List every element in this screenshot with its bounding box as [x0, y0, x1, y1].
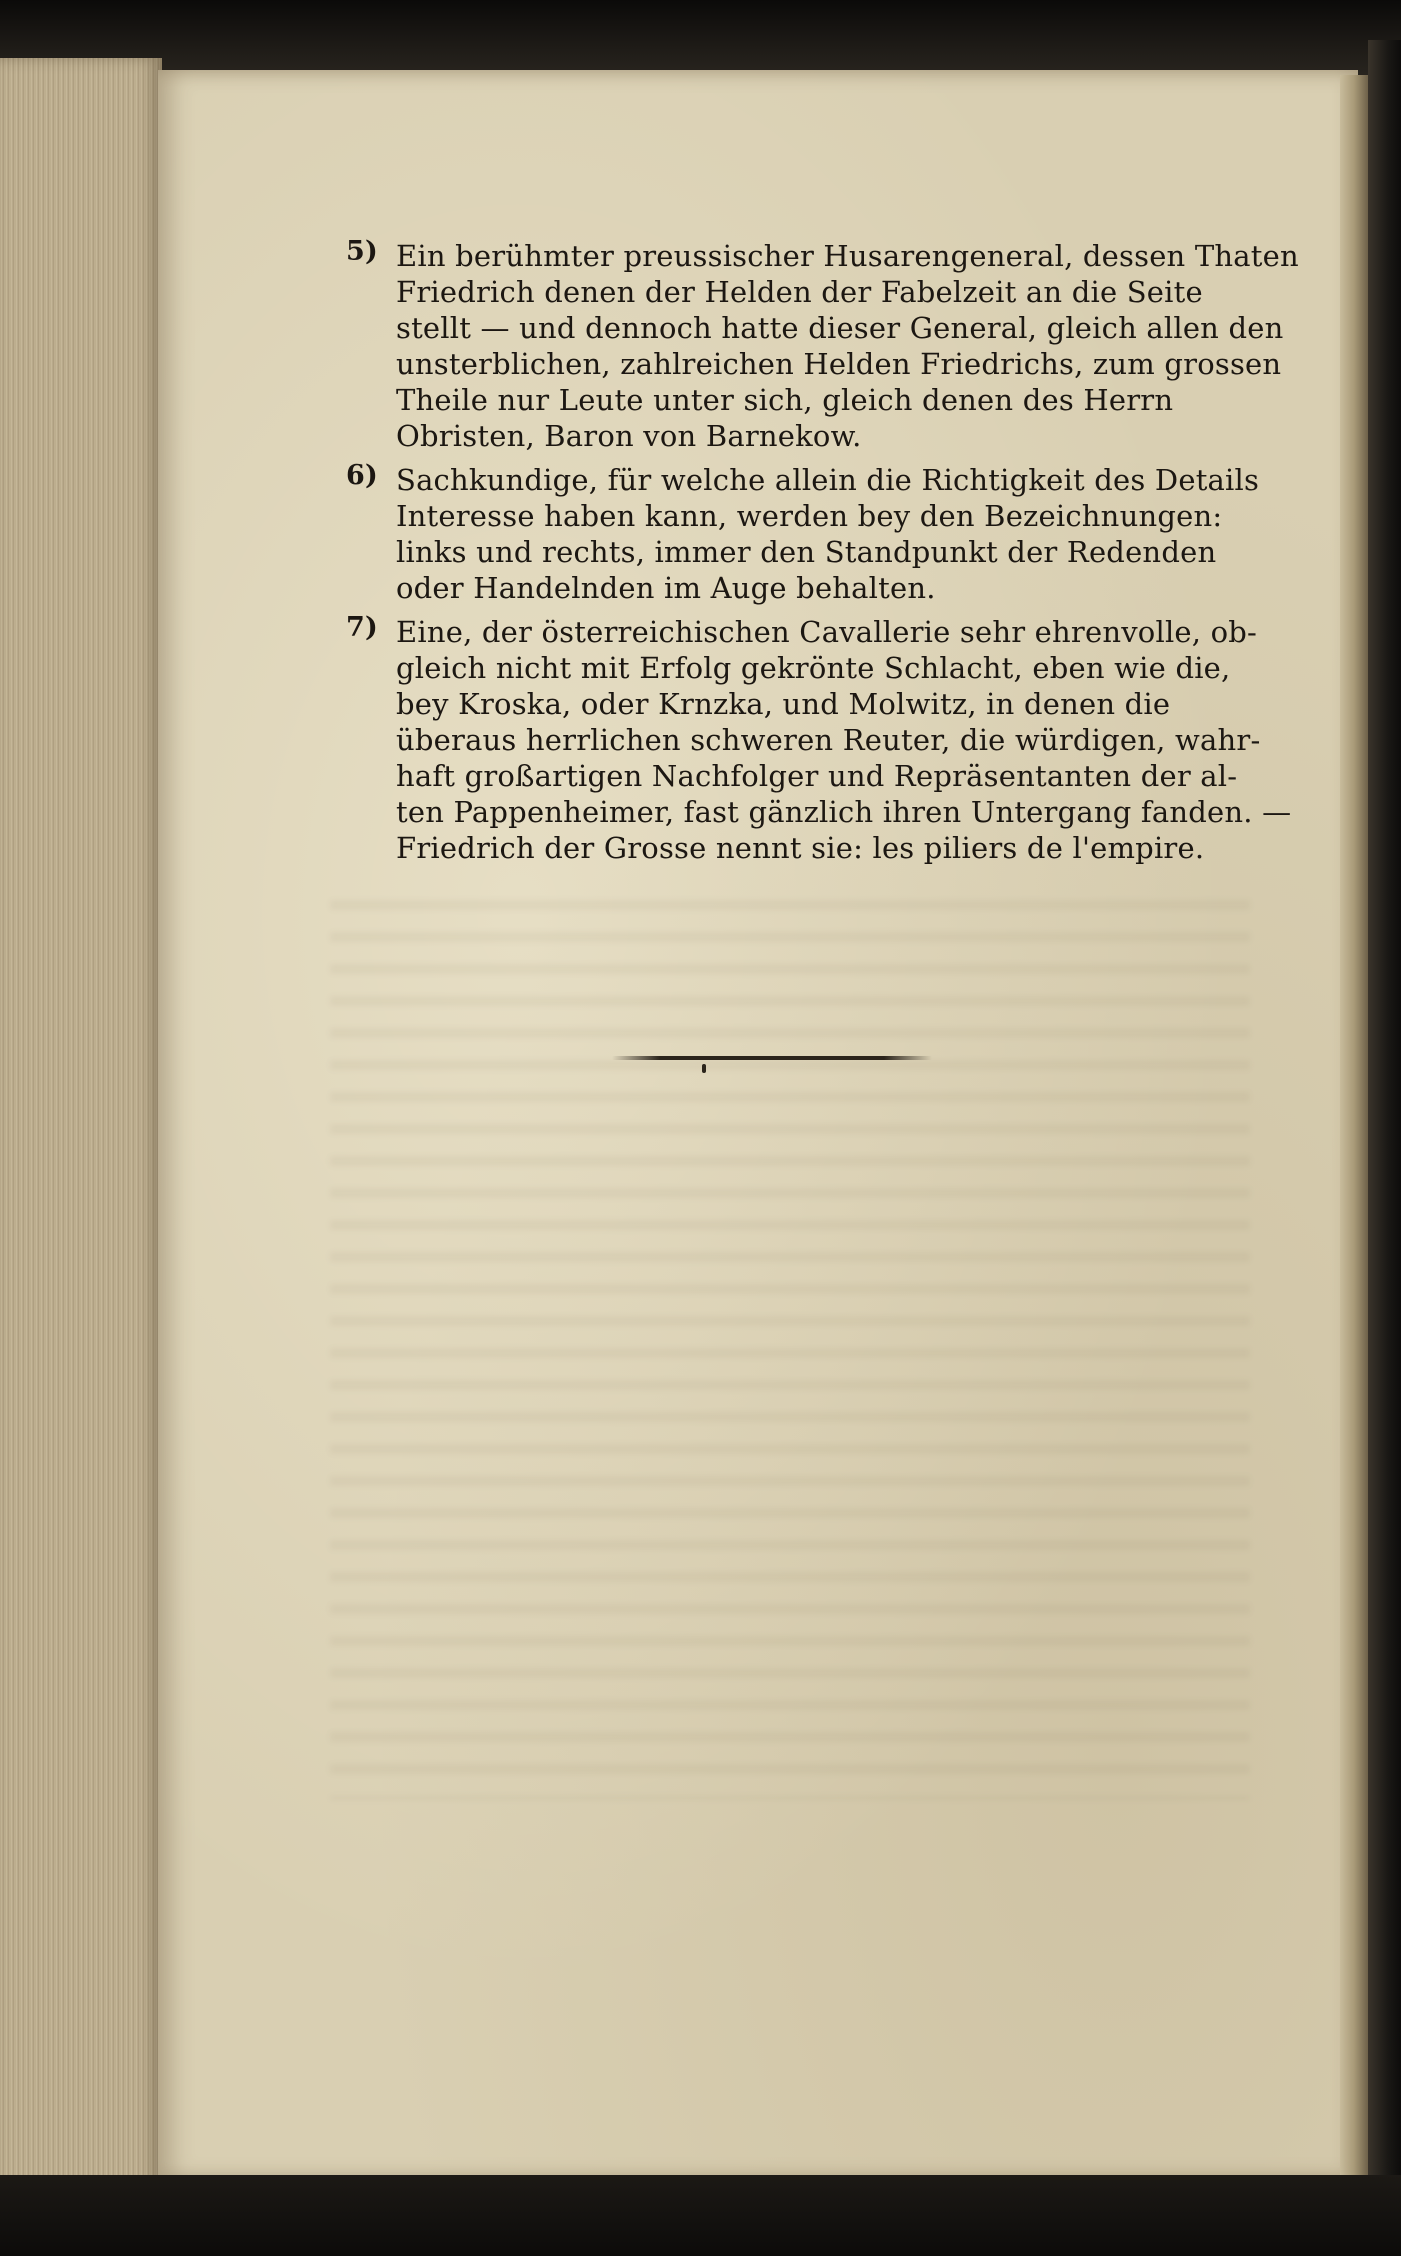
footnote-line: bey Kroska, oder Krnzka, und Molwitz, in denen die	[396, 687, 1171, 721]
footnote-line: links und rechts, immer den Standpunkt der Redenden	[396, 535, 1217, 569]
page-right-edge	[1340, 75, 1368, 2175]
end-rule	[612, 1056, 932, 1060]
footnote-7	[340, 612, 1292, 866]
end-rule-ornament	[702, 1064, 706, 1073]
footnote-marker: 5)	[346, 236, 378, 267]
book-cover-bottom	[0, 2175, 1401, 2256]
footnote-5	[340, 236, 1299, 454]
footnote-6	[340, 462, 1260, 606]
footnote-marker: 6)	[346, 460, 378, 491]
footnote-line: gleich nicht mit Erfolg gekrönte Schlacht, eben wie die,	[396, 651, 1231, 685]
footnote-line: ten Pappenheimer, fast gänzlich ihren Untergang fanden. —	[396, 795, 1292, 829]
footnote-line: Obristen, Baron von Barnekow.	[396, 419, 862, 453]
footnote-marker: 7)	[346, 612, 378, 643]
footnote-line: Friedrich denen der Helden der Fabelzeit an die Seite	[396, 275, 1203, 309]
footnote-line: stellt — und dennoch hatte dieser General, gleich allen den	[396, 311, 1284, 345]
footnote-line: oder Handelnden im Auge behalten.	[396, 571, 936, 605]
footnote-line: überaus herrlichen schweren Reuter, die würdigen, wahr-	[396, 723, 1261, 757]
footnote-line: Theile nur Leute unter sich, gleich denen des Herrn	[396, 383, 1174, 417]
page-stack-edge	[0, 58, 162, 2188]
footnote-line: Interesse haben kann, werden bey den Bezeichnungen:	[396, 499, 1223, 533]
footnote-line: Friedrich der Grosse nennt sie: les piliers de l'empire.	[396, 831, 1205, 865]
book-cover-right	[1368, 40, 1401, 2190]
footnote-line: haft großartigen Nachfolger und Repräsentanten der al-	[396, 759, 1238, 793]
footnote-line: unsterblichen, zahlreichen Helden Friedrichs, zum grossen	[396, 347, 1282, 381]
footnote-line: Ein berühmter preussischer Husarengeneral, dessen Thaten	[396, 239, 1299, 273]
book-cover-top	[0, 0, 1401, 80]
show-through-text	[330, 900, 1250, 1800]
footnote-line: Eine, der österreichischen Cavallerie sehr ehrenvolle, ob-	[396, 615, 1258, 649]
footnote-line: Sachkundige, für welche allein die Richtigkeit des Details	[396, 463, 1260, 497]
footnotes	[340, 236, 1299, 874]
